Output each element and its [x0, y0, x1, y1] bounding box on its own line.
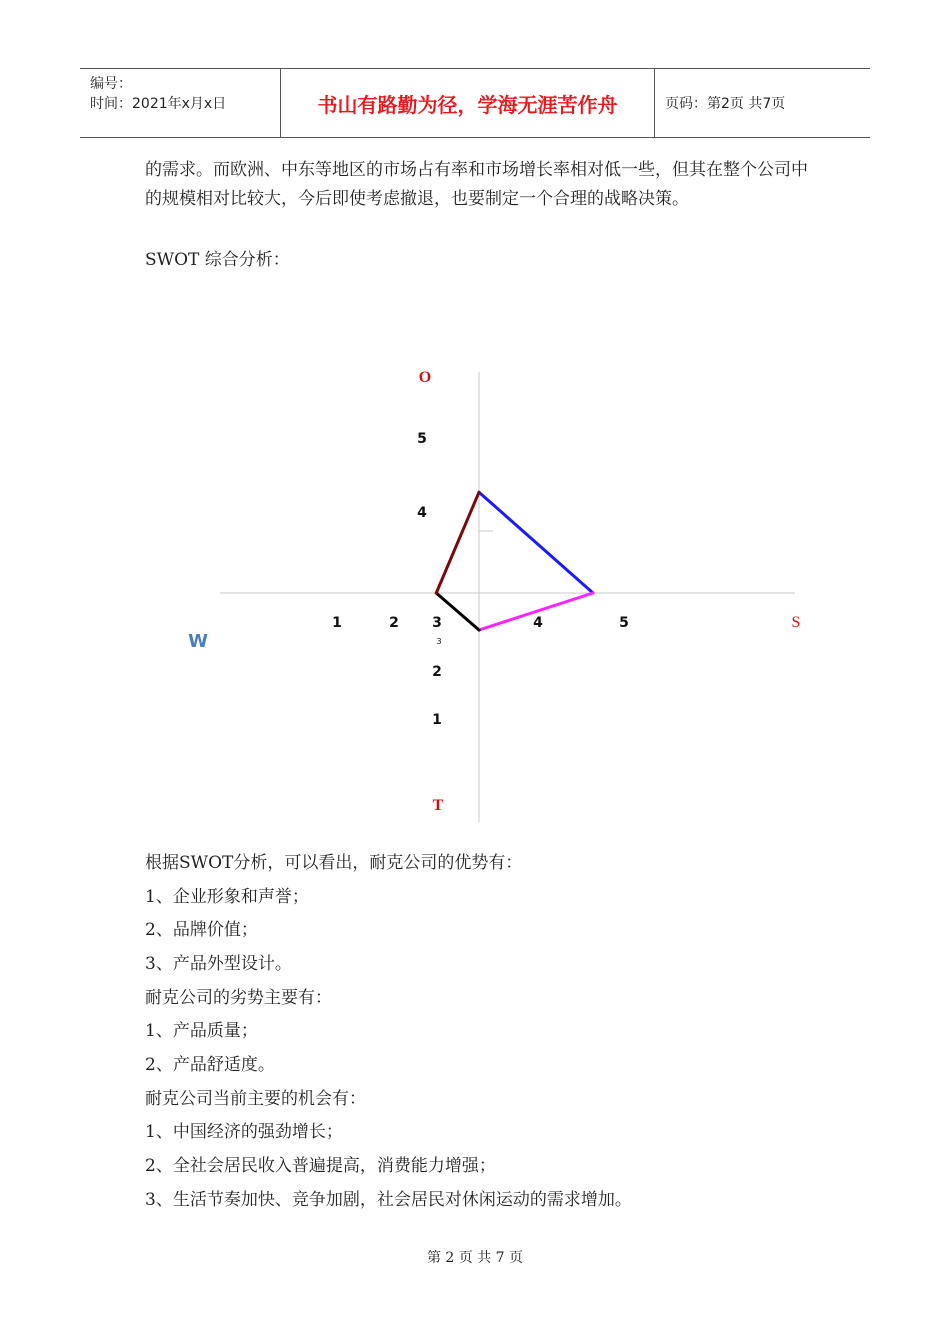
opportunities-heading: 耐克公司当前主要的机会有： — [145, 1089, 366, 1109]
edge-w-to-o — [436, 492, 479, 593]
header-page-info: 页码：第2页 共7页 — [665, 96, 786, 112]
tick-left-3: 3 — [432, 615, 442, 631]
strength-item-2: 2、品牌价值； — [145, 920, 258, 940]
header-motto: 书山有路勤为径，学海无涯苦作舟 — [281, 69, 655, 137]
axis-label-w: W — [188, 631, 208, 652]
axis-label-s: S — [791, 614, 801, 631]
intro-paragraph: 的需求。而欧洲、中东等地区的市场占有率和市场增长率相对低一些，但其在整个公司中的规模相对比较大，今后即使考虑撤退，也要制定一个合理的战略决策。 — [145, 160, 808, 209]
axis-label-o: O — [418, 369, 432, 386]
tick-right-4: 4 — [533, 615, 543, 631]
tick-down-2: 2 — [432, 664, 442, 680]
tick-up-5: 5 — [417, 431, 427, 447]
axis-label-t: T — [432, 797, 444, 814]
edge-o-to-s — [479, 492, 593, 593]
page-footer: 第 2 页 共 7 页 — [426, 1250, 524, 1266]
opportunity-item-2: 2、全社会居民收入普遍提高，消费能力增强； — [145, 1156, 496, 1176]
weakness-item-1: 1、产品质量； — [145, 1021, 258, 1041]
tick-small-3: 3 — [436, 637, 442, 646]
tick-right-5: 5 — [619, 615, 629, 631]
swot-heading: SWOT 综合分析： — [145, 250, 290, 270]
strengths-heading: 根据SWOT分析，可以看出，耐克公司的优势有： — [145, 853, 523, 873]
opportunity-item-3: 3、生活节奏加快、竞争加剧，社会居民对休闲运动的需求增加。 — [145, 1190, 632, 1210]
tick-down-1: 1 — [432, 712, 442, 728]
strength-item-1: 1、企业形象和声誉； — [145, 887, 309, 907]
weakness-item-2: 2、产品舒适度。 — [145, 1055, 275, 1075]
tick-left-1: 1 — [332, 615, 342, 631]
strength-item-3: 3、产品外型设计。 — [145, 954, 292, 974]
time-label: 时间：2021年x月x日 — [90, 96, 227, 112]
edge-t-to-w — [436, 593, 479, 630]
tick-left-2: 2 — [389, 615, 399, 631]
weaknesses-heading: 耐克公司的劣势主要有： — [145, 988, 332, 1008]
opportunity-item-1: 1、中国经济的强劲增长； — [145, 1122, 343, 1142]
number-label: 编号： — [90, 76, 132, 92]
tick-up-4: 4 — [417, 505, 427, 521]
